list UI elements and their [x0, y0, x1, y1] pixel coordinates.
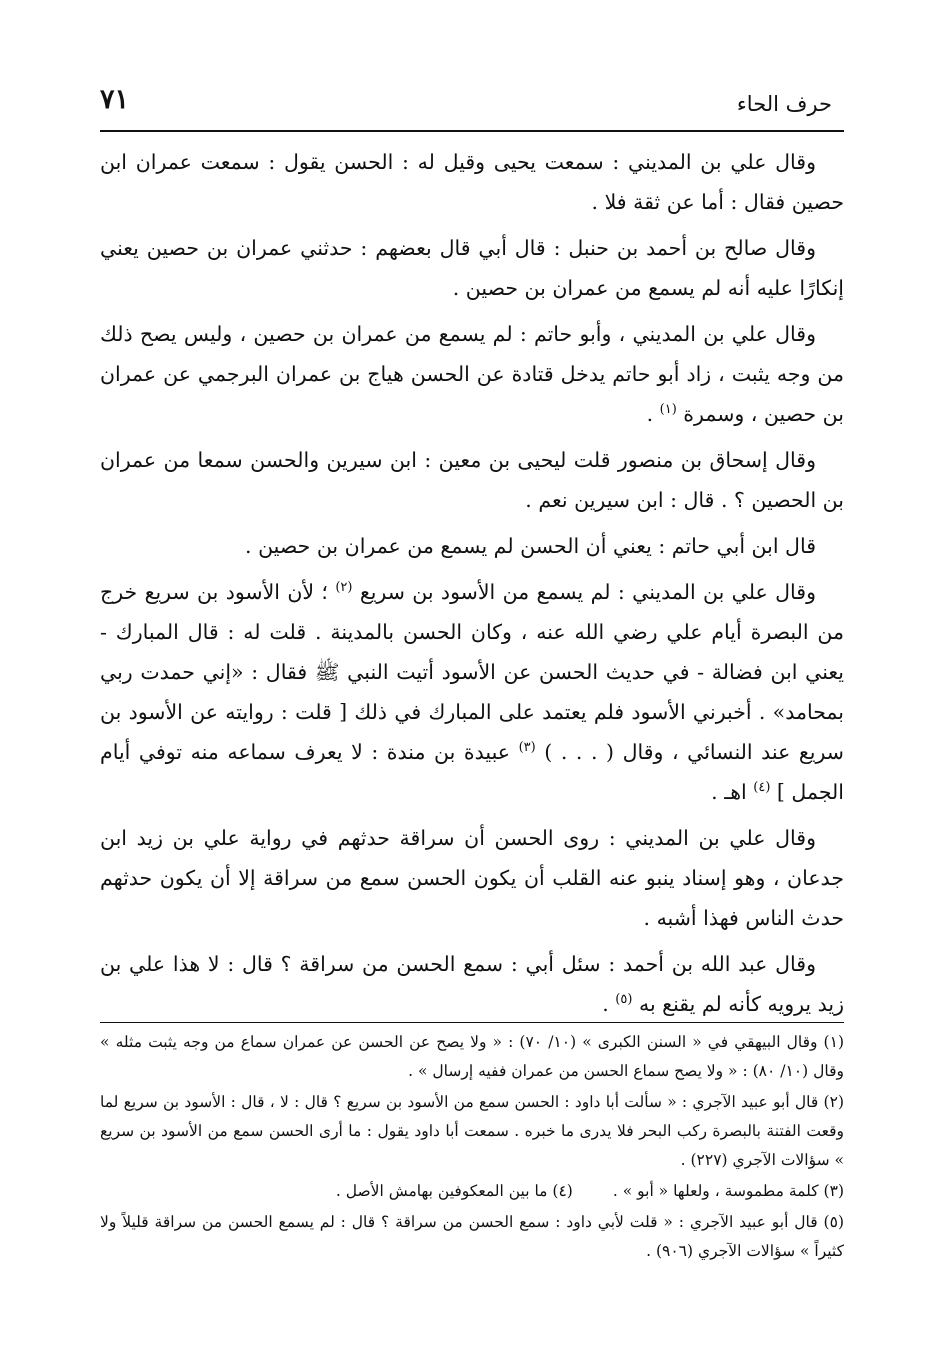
- paragraph-text: وقال إسحاق بن منصور قلت ليحيى بن معين : ابن سيرين والحسن سمعا من عمران بن الحصين ؟ . قال : ابن سيرين نعم .: [100, 448, 844, 512]
- footnote-marker-2[interactable]: (٢): [335, 580, 353, 596]
- paragraph-text: وقال علي بن المديني ، وأبو حاتم : لم يسمع من عمران بن حصين ، وليس يصح ذلك من وجه يثبت ، زاد أبو حاتم يدخل قتادة عن الحسن هياج بن عمران البرجمي عن عمران بن حصين ، وسمرة: [100, 322, 844, 426]
- footnote-marker-5[interactable]: (٥): [615, 992, 633, 1008]
- page-number: ٧١: [100, 84, 130, 115]
- footnote-row: [100, 1177, 844, 1208]
- footnote-rule: [100, 1022, 844, 1023]
- paragraph: [100, 142, 844, 222]
- paragraph: [100, 228, 844, 308]
- paragraph: [100, 818, 844, 938]
- footnotes: [100, 1028, 844, 1268]
- sentence-end: .: [602, 992, 609, 1016]
- footnote-4: (٤) ما بين المعكوفين بهامش الأصل .: [335, 1182, 573, 1200]
- footnote-5: (٥) قال أبو عبيد الآجري : « قلت لأبي داود : سمع الحسن من سراقة ؟ قال : لم يسمع الحسن من سراقة قليلاً ولا كثيراً » سؤالات الآجري (٩٠٦) .: [100, 1213, 844, 1260]
- running-title: حرف الحاء: [736, 92, 832, 116]
- footnote-marker-3[interactable]: (٣): [518, 740, 536, 756]
- paragraph: [100, 572, 844, 812]
- footnote-1: (١) وقال البيهقي في « السنن الكبرى » (١٠/ ٧٠) : « ولا يصح عن الحسن عن عمران سماع من وجه يثبت مثله » وقال (١٠/ ٨٠) : « ولا يصح سماع الحسن من عمران ففيه إرسال » .: [100, 1033, 844, 1080]
- paragraph-text: قال ابن أبي حاتم : يعني أن الحسن لم يسمع من عمران بن حصين .: [245, 534, 816, 558]
- paragraph-text: اهـ .: [711, 780, 747, 804]
- paragraph: [100, 314, 844, 434]
- page-header: [100, 84, 832, 124]
- footnote-2: (٢) قال أبو عبيد الآجري : « سألت أبا داود : الحسن سمع من الأسود بن سريع ؟ قال : لا ، قال : الأسود بن سريع لما وقعت الفتنة بالبصرة ركب البحر فلا يدرى ما خبره . سمعت أبا داود يقول : ما أرى الحسن سمع من الأسود بن سريع » سؤالات الآجري (٢٢٧) .: [100, 1093, 844, 1169]
- paragraph-text: ؛ لأن الأسود بن سريع خرج من البصرة أيام علي رضي الله عنه ، وكان الحسن بالمدينة . قلت له : قال المبارك - يعني ابن فضالة - في حديث الحسن عن الأسود أتيت النبي ﷺ فقال : «إني حمدت ربي بمحامد» . أخبرني الأسود فلم يعتمد على المبارك في ذلك [ قلت : روايته عن الأسود بن سريع عند النسائي ، وقال ( . . . ): [100, 580, 844, 764]
- paragraph-text: وقال علي بن المديني : سمعت يحيى وقيل له : الحسن يقول : سمعت عمران ابن حصين فقال : أما عن ثقة فلا .: [100, 150, 844, 214]
- footnote-marker-4[interactable]: (٤): [753, 780, 771, 796]
- paragraph-text: وقال صالح بن أحمد بن حنبل : قال أبي قال بعضهم : حدثني عمران بن حصين يعني إنكارًا عليه أنه لم يسمع من عمران بن حصين .: [100, 236, 844, 300]
- paragraph: [100, 526, 844, 566]
- paragraph-text: عبيدة بن مندة : لا يعرف سماعه منه توفي أيام الجمل ]: [100, 740, 844, 804]
- footnote-marker-1[interactable]: (١): [659, 402, 677, 418]
- header-rule: [100, 130, 844, 132]
- paragraph: [100, 944, 844, 1024]
- paragraph: [100, 440, 844, 520]
- paragraph-text: وقال علي بن المديني : روى الحسن أن سراقة حدثهم في رواية علي بن زيد ابن جدعان ، وهو إسناد ينبو عنه القلب أن يكون الحسن سمع من سراقة إلا أن يكون حدثهم حدث الناس فهذا أشبه .: [100, 826, 844, 930]
- footnote-3: (٣) كلمة مطموسة ، ولعلها « أبو » .: [612, 1182, 844, 1200]
- paragraph-text: وقال علي بن المديني : لم يسمع من الأسود بن سريع: [359, 580, 816, 604]
- sentence-end: .: [646, 402, 654, 426]
- main-text: [100, 142, 844, 1030]
- paragraph-text: وقال عبد الله بن أحمد : سئل أبي : سمع الحسن من سراقة ؟ قال : لا هذا علي بن زيد يرويه كأنه لم يقنع به: [100, 952, 844, 1016]
